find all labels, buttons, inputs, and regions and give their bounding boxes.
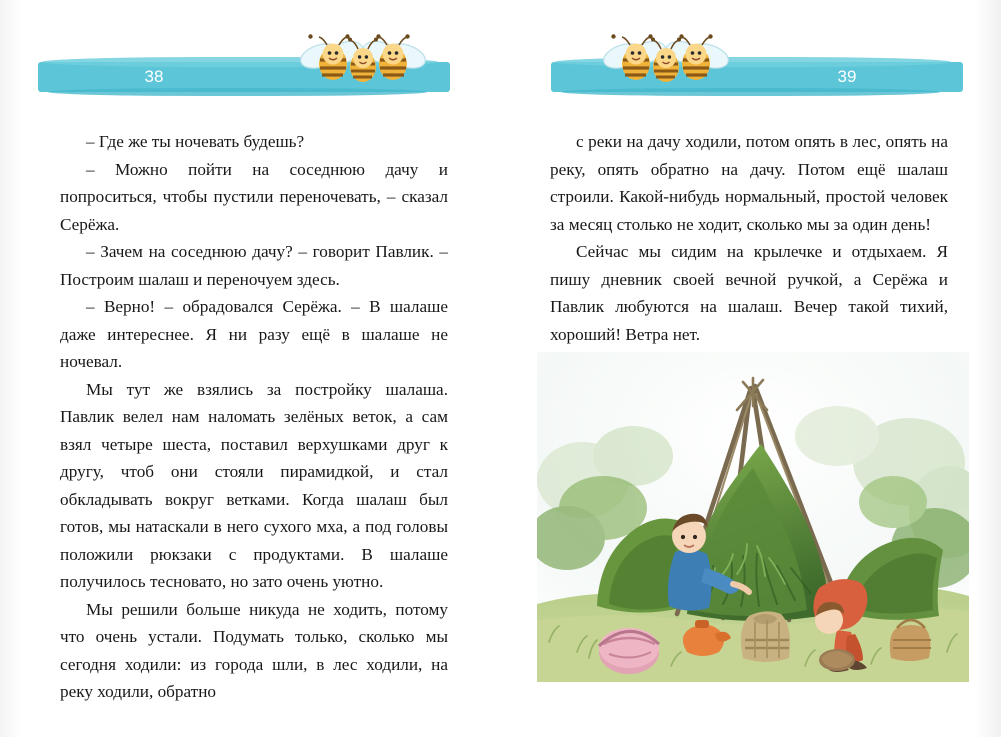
paragraph: – Верно! – обрадовался Серёжа. – В шалаше даже интереснее. Я ни разу ещё в шалаше не ночевал.	[60, 297, 448, 371]
paragraph: – Зачем на соседнюю дачу? – говорит Павлик. – Построим шалаш и переночуем здесь.	[60, 242, 448, 289]
bees-illustration	[288, 30, 438, 90]
right-page-text	[550, 128, 948, 348]
right-page-header	[551, 54, 963, 100]
left-page-header	[38, 54, 450, 100]
paragraph: – Можно пойти на соседнюю дачу и попроситься, чтобы пустили переночевать, – сказал Серёжа.	[60, 159, 448, 234]
paragraph: – Где же ты ночевать будешь?	[86, 132, 305, 151]
boys-and-shelter-illustration	[537, 352, 969, 682]
paragraph: Мы решили больше никуда не ходить, потому что очень устали. Подумать только, сколько мы сегодня ходили: из города шли, в лес ходили, на реку ходили, обратно	[60, 599, 448, 701]
paragraph: с реки на дачу ходили, потом опять в лес, опять на реку, опять обратно на дачу. Потом ещё шалаш строили. Какой-нибудь нормальный, простой человек за месяц столько не ходит, сколько мы за один день!	[550, 132, 948, 234]
paragraph: Сейчас мы сидим на крылечке и отдыхаем. Я пишу дневник своей вечной ручкой, а Серёжа и Павлик любуются на шалаш. Вечер такой тихий, хороший! Ветра нет.	[550, 242, 948, 344]
bees-illustration	[591, 30, 741, 90]
left-page-text	[60, 128, 448, 706]
paragraph: Мы тут же взялись за постройку шалаша. Павлик велел нам наломать зелёных веток, а сам взял четыре шеста, поставил верхушками друг к другу, чтоб они стояли пирамидкой, и стал обкладывать вокруг ветками. Когда шалаш был готов, мы натаскали в него сухого мха, а под головы положили рюкзаки с продуктами. В шалаше получилось тесновато, но зато очень уютно.	[60, 379, 448, 591]
left-page	[0, 0, 500, 737]
page-number-left: 38	[144, 67, 164, 86]
right-page	[501, 0, 1001, 737]
page-number-right: 39	[837, 67, 857, 86]
